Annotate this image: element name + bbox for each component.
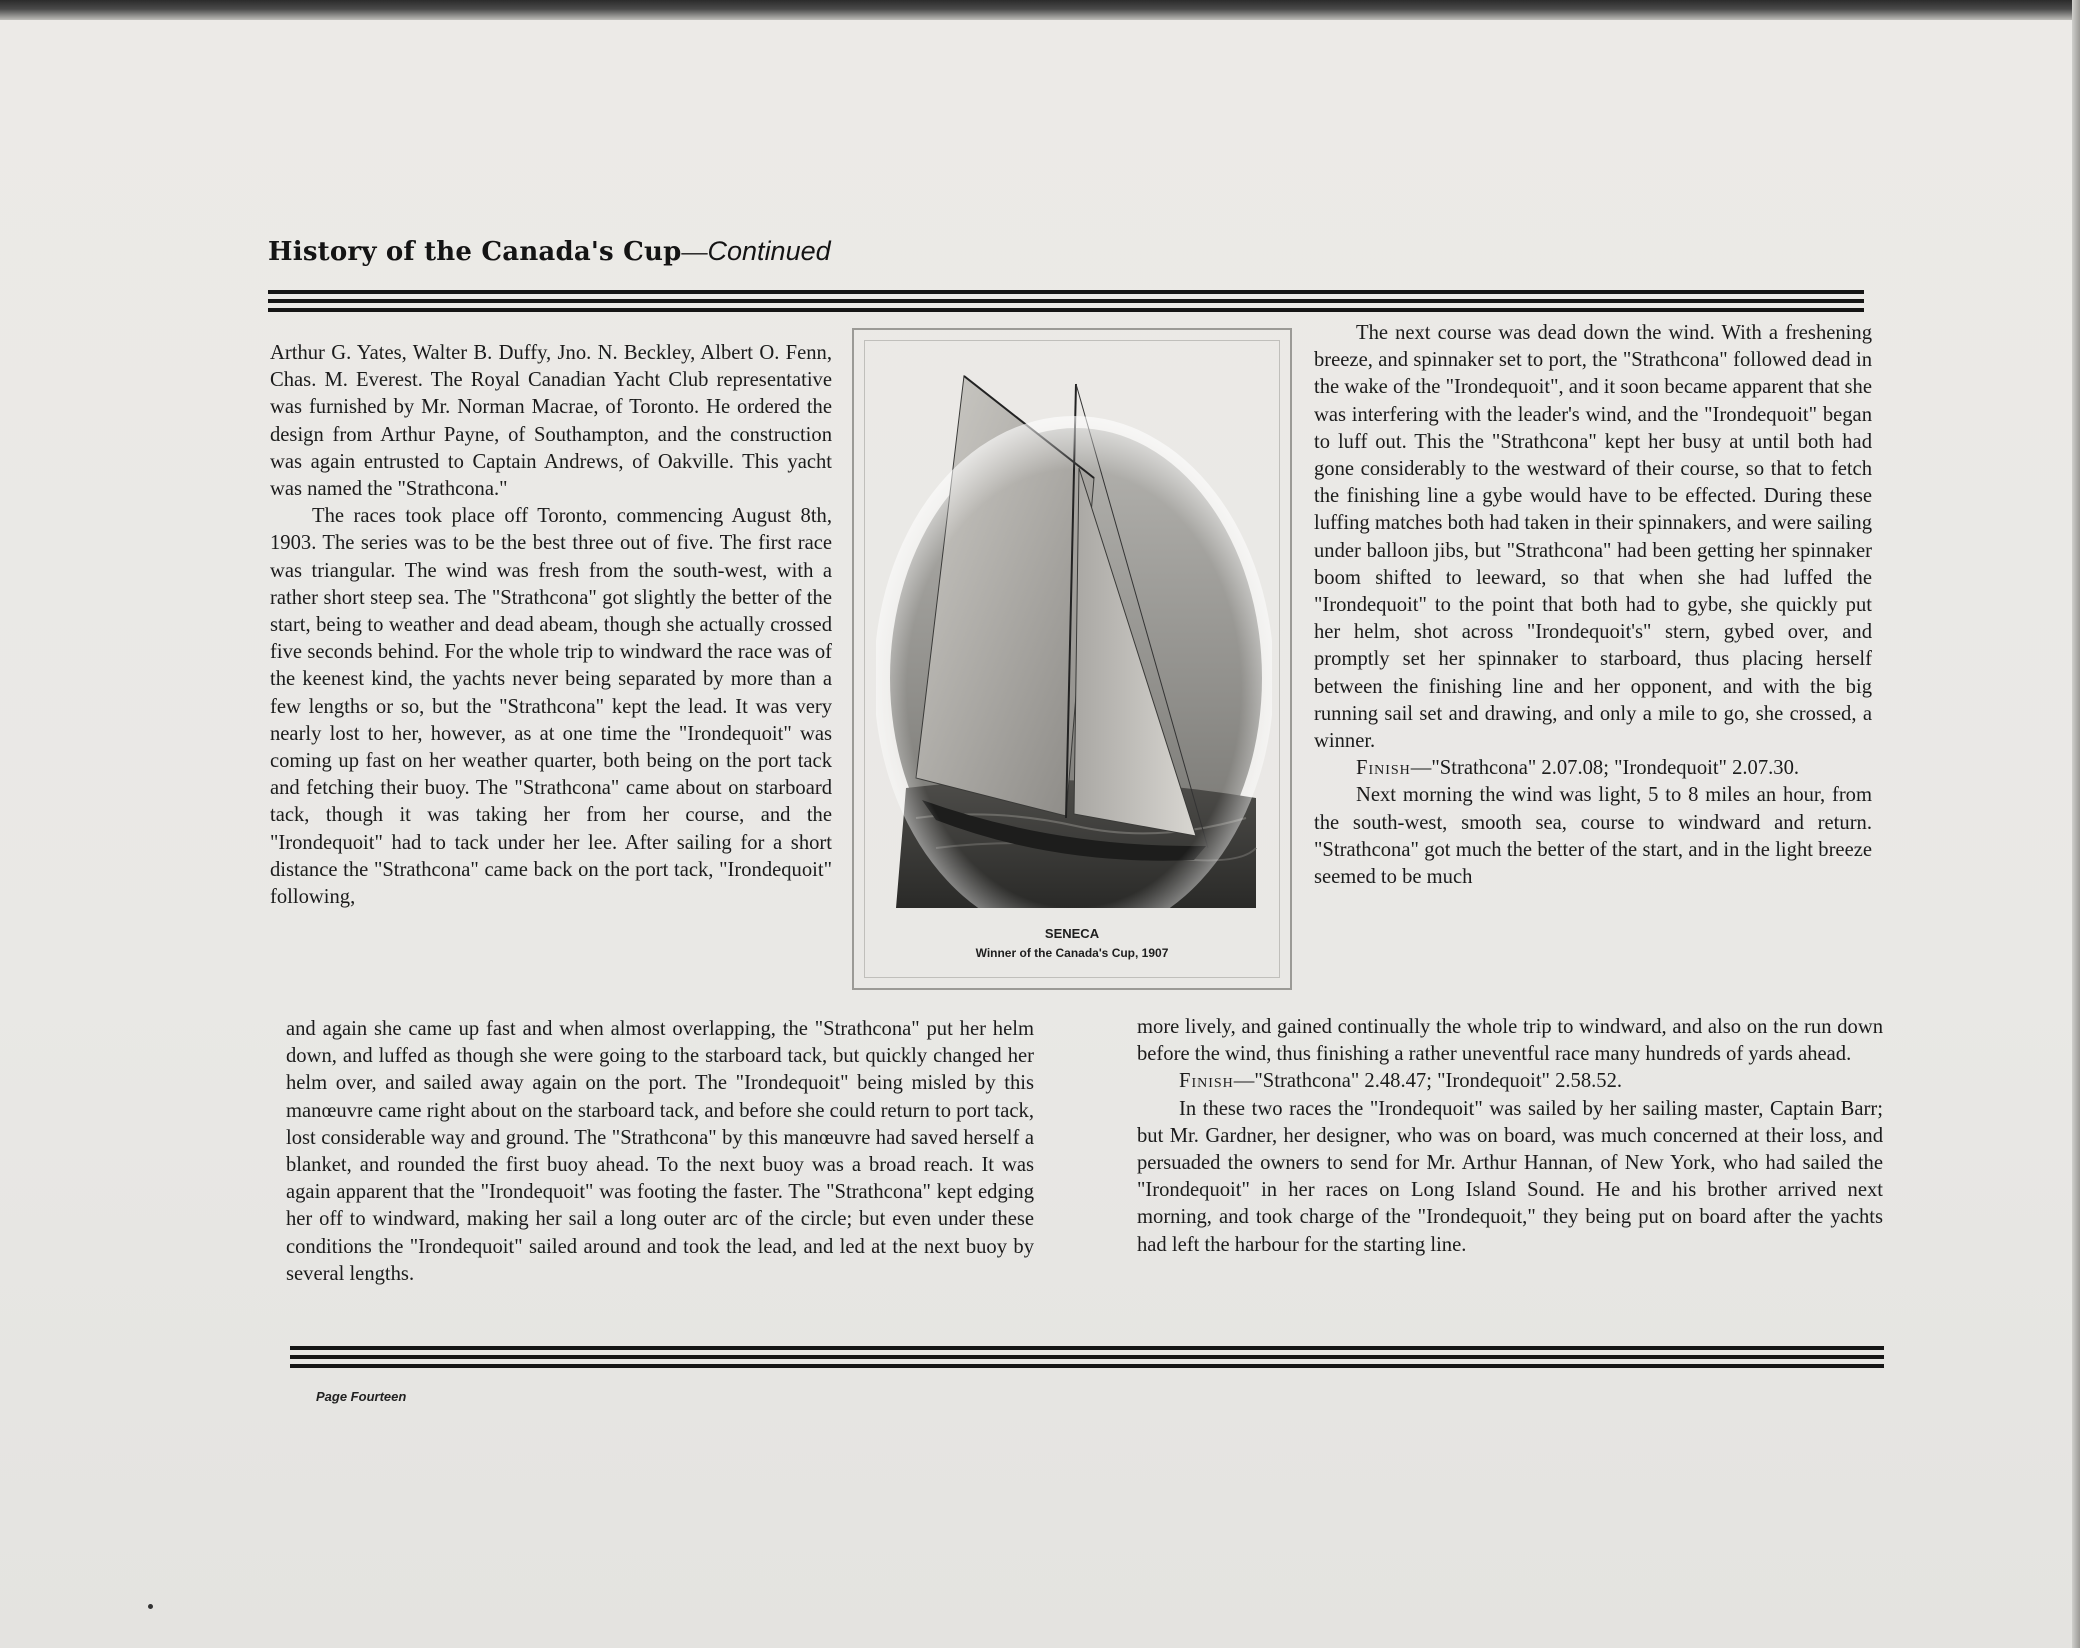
header-rule-1	[268, 290, 1864, 294]
finish-label: Finish	[1356, 757, 1411, 780]
title-dash: —	[681, 237, 708, 266]
finish-times: —"Strathcona" 2.48.47; "Irondequoit" 2.58.52.	[1233, 1070, 1623, 1093]
figure-caption-title: SENECA	[1044, 926, 1100, 941]
page-header	[268, 236, 1868, 276]
right-column	[1314, 320, 1872, 891]
header-rule-3	[268, 308, 1864, 312]
sailboat-illustration	[876, 348, 1272, 908]
finish-label: Finish	[1179, 1070, 1234, 1093]
left-wide-text	[286, 1016, 1034, 1288]
figure-caption-subtitle: Winner of the Canada's Cup, 1907	[975, 946, 1169, 960]
paragraph: Next morning the wind was light, 5 to 8 miles an hour, from the south-west, smooth sea, course to windward and return. "Strathcona" got much the better of the start, and in the light breeze seemed to be much	[1314, 784, 1872, 889]
paragraph: more lively, and gained continually the whole trip to windward, and also on the run down before the wind, thus finishing a rather uneventful race many hundreds of yards ahead.	[1137, 1016, 1883, 1066]
scan-top-edge	[0, 0, 2080, 20]
scan-smudge	[148, 1604, 153, 1609]
paragraph: In these two races the "Irondequoit" was sailed by her sailing master, Captain Barr; but Mr. Gardner, her designer, who was on board, was much concerned at their loss, and persuaded the owners to send for Mr. Arthur Hannan, of New York, who had sailed the "Irondequoit" in her races on Long Island Sound. He and his brother arrived next morning, and took charge of the "Irondequoit," they being put on board after the yachts had left the harbour for the starting line.	[1137, 1097, 1883, 1256]
left-column	[270, 340, 832, 911]
finish-times: —"Strathcona" 2.07.08; "Irondequoit" 2.07.30.	[1410, 757, 1800, 780]
footer-rule-3	[290, 1364, 1884, 1368]
finish-line-2	[1137, 1068, 1883, 1095]
figure-seneca	[852, 328, 1292, 990]
footer-rule-1	[290, 1346, 1884, 1350]
paragraph: and again she came up fast and when almost overlapping, the "Strathcona" put her helm down, and luffed as though she were going to the starboard tack, but quickly changed her helm over, and sailed away again on the port. The "Irondequoit" being misled by this manœuvre came right about on the starboard tack, and before she could return to port tack, lost considerable way and ground. The "Strathcona" by this manœuvre had saved herself a blanket, and rounded the first buoy ahead. To the next buoy was a broad reach. It was again apparent that the "Irondequoit" was footing the faster. The "Strathcona" kept edging her off to windward, making her sail a long outer arc of the circle; but even under these conditions the "Irondequoit" sailed around and took the lead, and led at the next buoy by several lengths.	[286, 1018, 1034, 1285]
right-wide-text	[1137, 1014, 1883, 1259]
page-number: Page Fourteen	[316, 1389, 407, 1404]
scan-right-edge	[2072, 0, 2080, 1648]
footer-rule-2	[290, 1355, 1884, 1359]
paragraph: Arthur G. Yates, Walter B. Duffy, Jno. N. Beckley, Albert O. Fenn, Chas. M. Everest. The Royal Canadian Yacht Club representative was furnished by Mr. Norman Macrae, of Toronto. He ordered the design from Arthur Payne, of Southampton, and the construction was again entrusted to Captain Andrews, of Oakville. This yacht was named the "Strathcona."	[270, 342, 832, 501]
page-title: History of the Canada's Cup	[268, 237, 682, 267]
header-rule-2	[268, 299, 1864, 303]
paragraph: The races took place off Toronto, commencing August 8th, 1903. The series was to be the best three out of five. The first race was triangular. The wind was fresh from the south-west, with a rather short steep sea. The "Strathcona" got slightly the better of the start, being to weather and dead abeam, though she actually crossed five seconds behind. For the whole trip to windward the race was of the keenest kind, the yachts never being separated by more than a few lengths or so, but the "Strathcona" kept the lead. It was very nearly lost to her, however, as at one time the "Irondequoit" was coming up fast on her weather quarter, both being on the port tack and fetching their buoy. The "Strathcona" came about on starboard tack, though it was taking her from her course, and the "Irondequoit" had to tack under her lee. After sailing for a short distance the "Strathcona" came back on the port tack, "Irondequoit" following,	[270, 505, 832, 909]
finish-line-1	[1314, 755, 1872, 782]
continued-label: Continued	[707, 236, 831, 266]
paragraph: The next course was dead down the wind. With a freshening breeze, and spinnaker set to port, the "Strathcona" followed dead in the wake of the "Irondequoit", and it soon became apparent that she was interfering with the leader's wind, and the "Irondequoit" began to luff out. This the "Strathcona" kept her busy at until both had gone considerably to the westward of their course, so that to fetch the finishing line a gybe would have to be effected. During these luffing matches both had taken in their spinnakers, and were sailing under balloon jibs, but "Strathcona" had been getting her spinnaker boom shifted to leeward, so that when she had luffed the "Irondequoit" to the point that both had to gybe, she quickly put her helm, shot across "Irondequoit's" stern, gybed over, and promptly set her spinnaker to starboard, thus placing herself between the finishing line and her opponent, and with the big running sail set and drawing, and only a mile to go, she crossed, a winner.	[1314, 322, 1872, 753]
